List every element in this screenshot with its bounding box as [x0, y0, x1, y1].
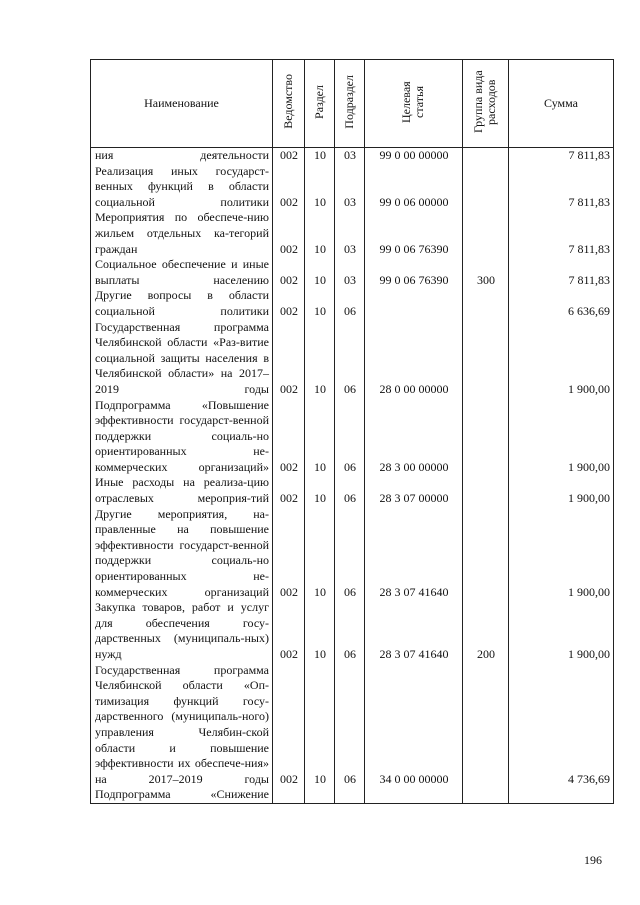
row-celevaya: 99 0 00 00000 — [365, 148, 463, 164]
row-summa: 1 900,00 — [509, 398, 614, 476]
row-name: ния деятельности — [91, 148, 273, 164]
row-celevaya — [365, 288, 463, 319]
row-gruppa — [463, 787, 509, 803]
row-podrazdel — [335, 787, 365, 803]
table-row — [91, 210, 614, 257]
row-name: Подпрограмма «Снижение — [91, 787, 273, 803]
row-celevaya: 28 3 07 41640 — [365, 600, 463, 662]
row-celevaya: 99 0 06 00000 — [365, 164, 463, 211]
row-vedomstvo — [273, 787, 305, 803]
row-podrazdel: 03 — [335, 148, 365, 164]
row-summa — [509, 787, 614, 803]
row-vedomstvo: 002 — [273, 210, 305, 257]
row-razdel: 10 — [305, 600, 335, 662]
row-vedomstvo: 002 — [273, 398, 305, 476]
header-gruppa-vida-rashodov: Группа вида расходов — [463, 60, 509, 148]
row-summa: 7 811,83 — [509, 210, 614, 257]
row-summa: 1 900,00 — [509, 320, 614, 398]
row-summa: 7 811,83 — [509, 257, 614, 288]
row-summa: 7 811,83 — [509, 148, 614, 164]
row-razdel: 10 — [305, 164, 335, 211]
table-row — [91, 257, 614, 288]
row-vedomstvo: 002 — [273, 663, 305, 788]
row-summa: 1 900,00 — [509, 600, 614, 662]
row-name: Реализация иных государст-венных функций в области социальной политики — [91, 164, 273, 211]
row-gruppa — [463, 210, 509, 257]
table-header — [91, 60, 614, 148]
row-gruppa: 200 — [463, 600, 509, 662]
row-razdel: 10 — [305, 507, 335, 601]
row-vedomstvo: 002 — [273, 288, 305, 319]
row-celevaya: 28 3 07 41640 — [365, 507, 463, 601]
row-razdel: 10 — [305, 663, 335, 788]
table-row — [91, 475, 614, 506]
row-summa: 7 811,83 — [509, 164, 614, 211]
row-razdel: 10 — [305, 398, 335, 476]
row-gruppa — [463, 507, 509, 601]
row-celevaya: 28 3 07 00000 — [365, 475, 463, 506]
row-vedomstvo: 002 — [273, 320, 305, 398]
row-name: Другие мероприятия, на-правленные на повышение эффективности государст-венной поддержки социаль-но ориентированных не-коммерческих организаций — [91, 507, 273, 601]
row-podrazdel: 06 — [335, 600, 365, 662]
row-vedomstvo: 002 — [273, 148, 305, 164]
row-gruppa — [463, 320, 509, 398]
row-vedomstvo: 002 — [273, 475, 305, 506]
table-row — [91, 787, 614, 803]
row-razdel: 10 — [305, 320, 335, 398]
row-name: Иные расходы на реализа-цию отраслевых мероприя-тий — [91, 475, 273, 506]
row-podrazdel: 03 — [335, 164, 365, 211]
row-gruppa — [463, 663, 509, 788]
row-celevaya: 28 3 00 00000 — [365, 398, 463, 476]
header-name: Наименование — [91, 60, 273, 148]
row-celevaya — [365, 787, 463, 803]
row-gruppa — [463, 164, 509, 211]
table-row — [91, 600, 614, 662]
table-row — [91, 288, 614, 319]
row-vedomstvo: 002 — [273, 164, 305, 211]
row-podrazdel: 06 — [335, 398, 365, 476]
row-razdel: 10 — [305, 210, 335, 257]
header-vedomstvo: Ведомство — [273, 60, 305, 148]
row-razdel — [305, 787, 335, 803]
row-summa: 6 636,69 — [509, 288, 614, 319]
page-number: 196 — [584, 853, 602, 867]
row-summa: 1 900,00 — [509, 507, 614, 601]
row-celevaya: 99 0 06 76390 — [365, 257, 463, 288]
row-podrazdel: 06 — [335, 475, 365, 506]
row-name: Мероприятия по обеспече-нию жильем отдельных ка-тегорий граждан — [91, 210, 273, 257]
row-summa: 4 736,69 — [509, 663, 614, 788]
budget-table — [90, 59, 614, 804]
header-celevaya-statya: Целевая статья — [365, 60, 463, 148]
row-gruppa — [463, 398, 509, 476]
row-name: Подпрограмма «Повышение эффективности государст-венной поддержки социаль-но ориентированных не-коммерческих организаций» — [91, 398, 273, 476]
row-podrazdel: 03 — [335, 257, 365, 288]
row-vedomstvo: 002 — [273, 257, 305, 288]
table-row — [91, 164, 614, 211]
table-row — [91, 320, 614, 398]
row-razdel: 10 — [305, 475, 335, 506]
table-row — [91, 507, 614, 601]
row-vedomstvo: 002 — [273, 507, 305, 601]
table-row — [91, 663, 614, 788]
row-celevaya: 99 0 06 76390 — [365, 210, 463, 257]
row-vedomstvo: 002 — [273, 600, 305, 662]
row-podrazdel: 06 — [335, 663, 365, 788]
row-gruppa — [463, 475, 509, 506]
row-podrazdel: 06 — [335, 507, 365, 601]
row-celevaya: 28 0 00 00000 — [365, 320, 463, 398]
row-razdel: 10 — [305, 288, 335, 319]
row-gruppa — [463, 288, 509, 319]
row-gruppa: 300 — [463, 257, 509, 288]
row-razdel: 10 — [305, 148, 335, 164]
header-summa: Сумма — [509, 60, 614, 148]
row-name: Другие вопросы в области социальной политики — [91, 288, 273, 319]
row-podrazdel: 06 — [335, 288, 365, 319]
row-podrazdel: 06 — [335, 320, 365, 398]
row-summa: 1 900,00 — [509, 475, 614, 506]
row-gruppa — [463, 148, 509, 164]
header-razdel: Раздел — [305, 60, 335, 148]
row-podrazdel: 03 — [335, 210, 365, 257]
row-razdel: 10 — [305, 257, 335, 288]
row-name: Социальное обеспечение и иные выплаты населению — [91, 257, 273, 288]
header-podrazdel: Подраздел — [335, 60, 365, 148]
table-row — [91, 148, 614, 164]
row-name: Государственная программа Челябинской области «Оп-тимизация функций госу-дарственного (муниципаль-ного) управления Челябин-ской области и повышение эффективности их обеспече-ния» на 2017–2019 годы — [91, 663, 273, 788]
row-celevaya: 34 0 00 00000 — [365, 663, 463, 788]
row-name: Государственная программа Челябинской области «Раз-витие социальной защиты населения в Челябинской области» на 2017–2019 годы — [91, 320, 273, 398]
table-body — [91, 148, 614, 804]
row-name: Закупка товаров, работ и услуг для обеспечения госу-дарственных (муниципаль-ных) нужд — [91, 600, 273, 662]
table-row — [91, 398, 614, 476]
